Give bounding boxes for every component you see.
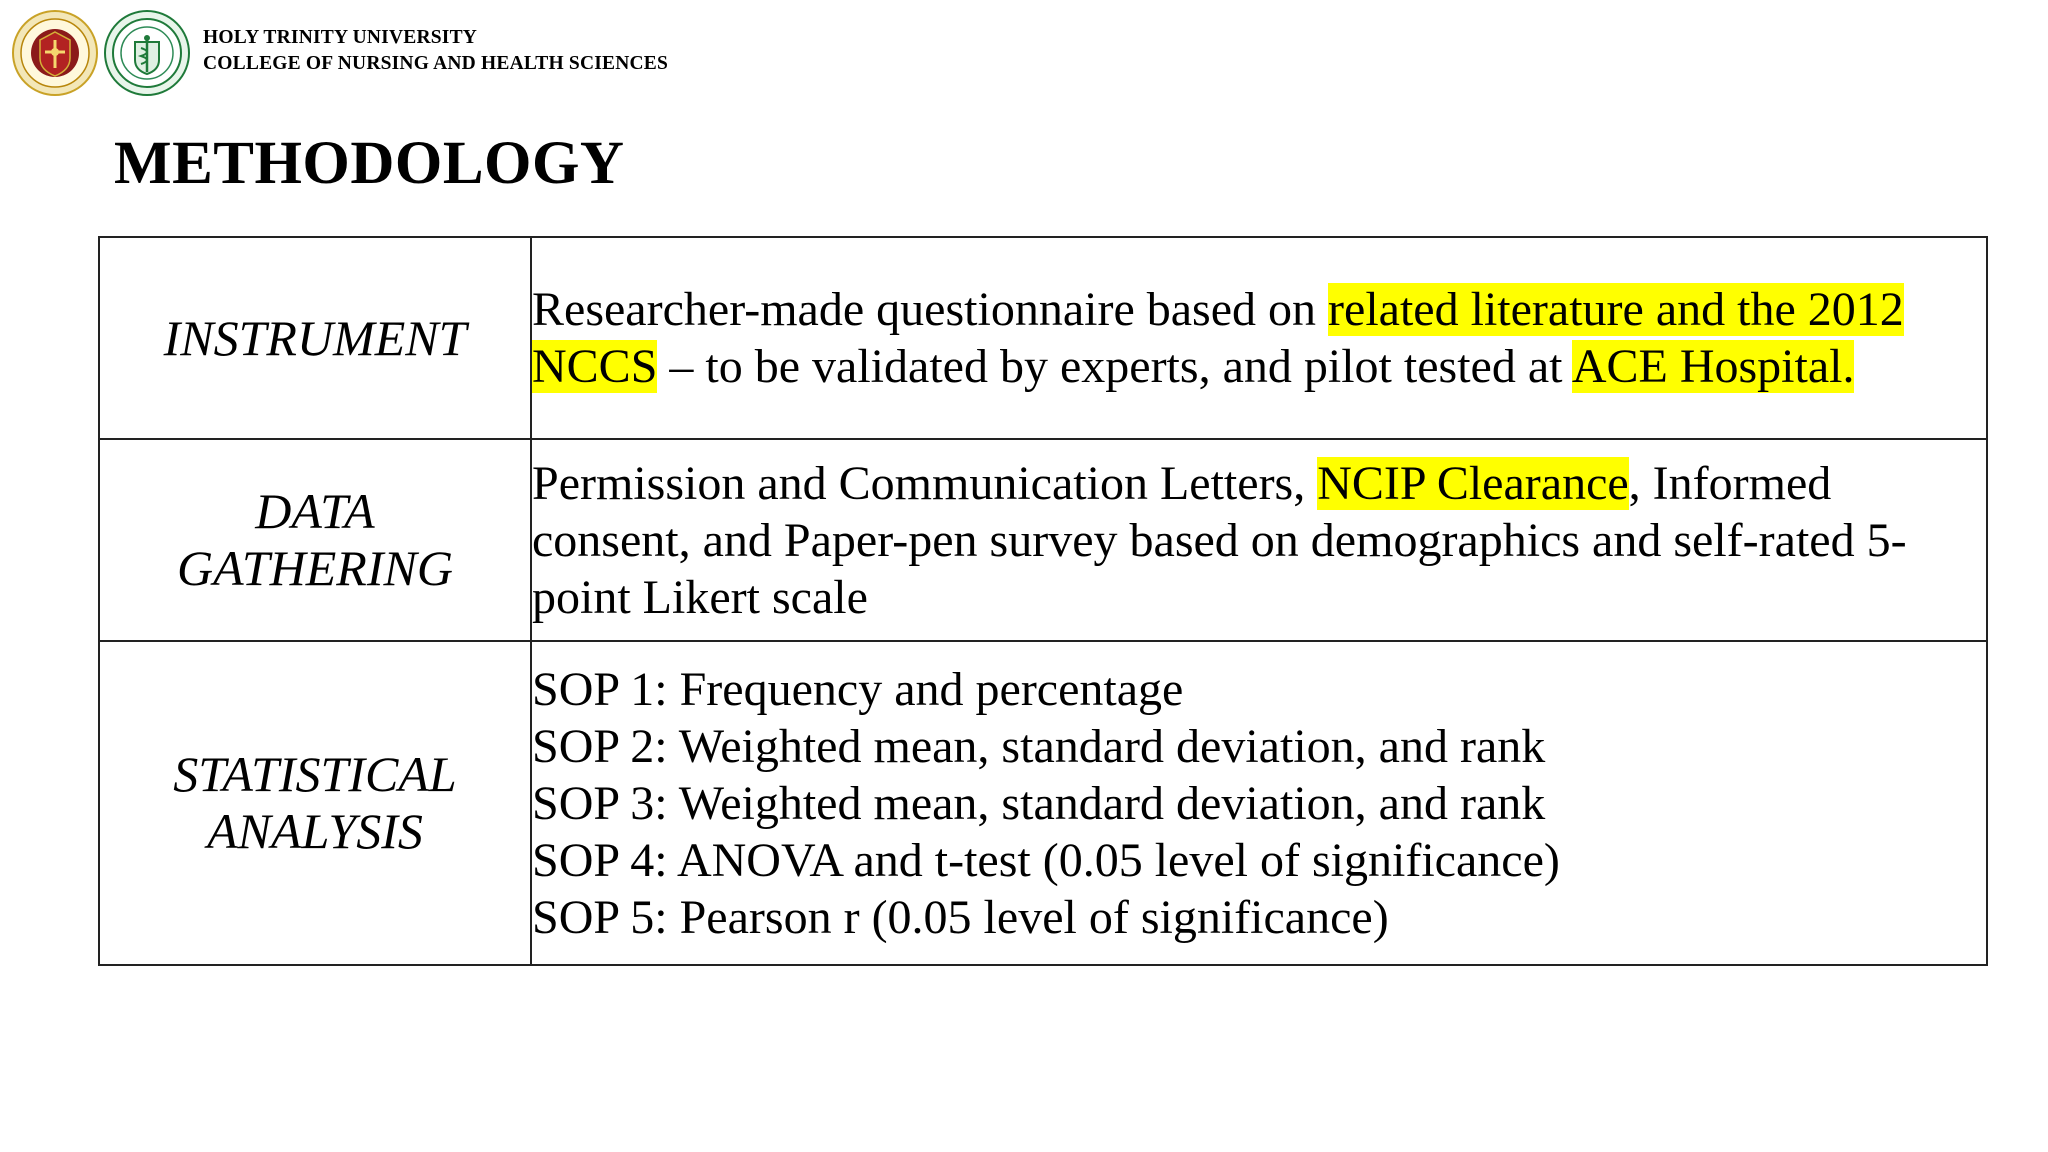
text-segment: Researcher-made questionnaire based on	[532, 283, 1329, 336]
row-label-instrument: INSTRUMENT	[99, 237, 531, 439]
institution-header	[203, 25, 668, 77]
highlighted-text: ACE Hospital.	[1571, 340, 1855, 393]
sop-line: SOP 3: Weighted mean, standard deviation, and rank	[532, 776, 1546, 830]
row-content-instrument	[531, 237, 1987, 439]
text-segment: Permission and Communication Letters,	[532, 456, 1318, 510]
text-segment: – to be validated by experts, and pilot tested at	[657, 340, 1572, 393]
page-title: METHODOLOGY	[114, 130, 625, 197]
university-seal-icon	[12, 10, 98, 96]
university-name: HOLY TRINITY UNIVERSITY	[203, 27, 478, 48]
row-content-data-gathering	[531, 439, 1987, 641]
sop-line: SOP 5: Pearson r (0.05 level of significance)	[532, 890, 1389, 944]
sop-line: SOP 1: Frequency and percentage	[532, 662, 1184, 716]
highlighted-text: related literature and the 2012 NCCS	[532, 283, 1904, 393]
table-row	[99, 237, 1987, 439]
row-content-statistical-analysis	[531, 641, 1987, 965]
row-label-text: STATISTICAL ANALYSIS	[173, 746, 457, 859]
row-label-statistical-analysis	[99, 641, 531, 965]
row-label-text: DATA GATHERING	[177, 483, 453, 596]
nursing-college-seal-icon	[104, 10, 190, 96]
table-row	[99, 439, 1987, 641]
text-segment: , Informed consent, and Paper-pen survey based on demographics and self-rated 5-point Likert scale	[532, 456, 1907, 624]
sop-line: SOP 2: Weighted mean, standard deviation, and rank	[532, 719, 1546, 773]
methodology-table	[98, 236, 1988, 966]
row-label-data-gathering	[99, 439, 531, 641]
sop-line: SOP 4: ANOVA and t-test (0.05 level of significance)	[532, 833, 1560, 887]
college-name: COLLEGE OF NURSING AND HEALTH SCIENCES	[203, 53, 669, 74]
table-row	[99, 641, 1987, 965]
highlighted-text: NCIP Clearance	[1317, 456, 1629, 510]
